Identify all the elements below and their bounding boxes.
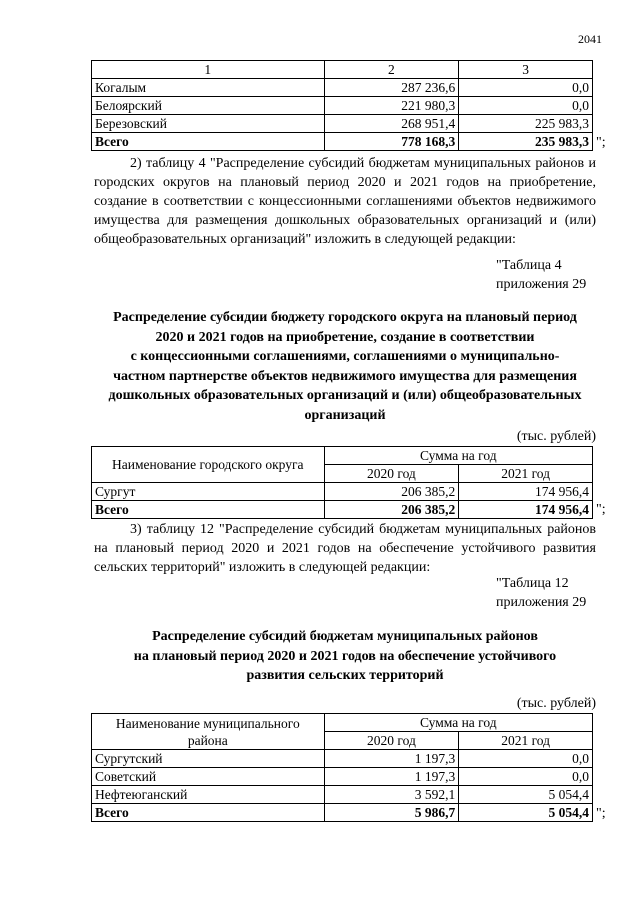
header-line: района [187,732,228,748]
appendix-label: приложения 29 [496,277,587,292]
district-cell: Сургут [92,483,325,501]
header-cell: 3 [459,61,593,79]
total-label: Всего [92,804,325,822]
value-cell: 268 951,4 [324,115,459,133]
year-header: 2020 год [324,465,459,483]
table-12-title [80,627,610,686]
title-line: организаций [304,407,386,423]
table-header-row [92,61,593,79]
paragraph-2 [94,154,596,249]
value-cell: 0,0 [459,97,593,115]
value-cell: 206 385,2 [324,483,459,501]
value-cell: 174 956,4 [459,483,593,501]
value-cell: 221 980,3 [324,97,459,115]
table-row [92,768,593,786]
paragraph-3 [94,520,596,577]
header-cell: 1 [92,61,325,79]
district-cell: Когалым [92,79,325,97]
table-12-label: "Таблица 12 [496,576,569,591]
total-label: Всего [92,133,325,151]
title-line: частном партнерстве объектов недвижимого имущества для размещения [113,368,577,384]
total-label: Всего [92,501,325,519]
paragraph-3-text: 3) таблицу 12 "Распределение субсидий бюджетам муниципальных районов на плановый период 2020 и 2021 годов на обеспечение устойчивого развития сельских территорий" изложить в следующей редакции: [94,522,596,575]
units-label: (тыс. рублей) [516,696,596,711]
table-1-closing-quote: "; [596,135,606,150]
value-cell: 0,0 [459,79,593,97]
title-line: Распределение субсидий бюджетам муниципальных районов [152,629,538,644]
value-cell: 0,0 [459,768,593,786]
title-line: 2020 и 2021 годов на приобретение, создание в соответствии [155,329,535,345]
value-cell: 287 236,6 [324,79,459,97]
appendix-label: приложения 29 [496,595,587,610]
value-cell: 1 197,3 [324,768,459,786]
district-cell: Березовский [92,115,325,133]
value-cell: 225 983,3 [459,115,593,133]
table-4-title [80,308,610,425]
district-column-header: Наименование городского округа [92,447,325,483]
value-cell: 5 054,4 [459,786,593,804]
table-row [92,750,593,768]
page-number: 2041 [578,32,602,46]
value-cell: 3 592,1 [324,786,459,804]
table-4-closing-quote: "; [596,502,606,517]
units-label: (тыс. рублей) [516,429,596,444]
district-cell: Советский [92,768,325,786]
sum-header: Сумма на год [324,447,592,465]
value-cell: 0,0 [459,750,593,768]
table-row [92,79,593,97]
table-header-row [92,714,593,732]
total-value: 778 168,3 [324,133,459,151]
total-value: 5 986,7 [324,804,459,822]
total-row [92,133,593,151]
total-value: 235 983,3 [459,133,593,151]
table-row [92,97,593,115]
table-4 [91,446,593,519]
total-value: 174 956,4 [459,501,593,519]
table-12-closing-quote: "; [596,806,606,821]
district-cell: Белоярский [92,97,325,115]
title-line: Распределение субсидии бюджету городского округа на плановый период [113,310,577,325]
total-row [92,501,593,519]
table-4-reference [496,256,586,294]
table-1 [91,60,593,151]
table-header-row [92,447,593,465]
title-line: на плановый период 2020 и 2021 годов на обеспечение устойчивого [133,648,557,664]
table-12 [91,713,593,822]
header-cell: 2 [324,61,459,79]
paragraph-2-text: 2) таблицу 4 "Распределение субсидий бюджетам муниципальных районов и городских округов на плановый период 2020 и 2021 годов на приобретение, создание в соответствии с концессионными соглашениями объектов недвижимого имущества для размещения дошкольных образовательных организаций и (или) общеобразовательных организаций" изложить в следующей редакции: [94,156,596,247]
district-cell: Нефтеюганский [92,786,325,804]
header-line: Наименование муниципального [115,715,300,731]
value-cell: 1 197,3 [324,750,459,768]
title-line: развития сельских территорий [246,668,444,683]
title-line: с концессионными соглашениями, соглашениями о муниципально- [130,349,560,364]
table-12-reference [496,574,586,612]
table-row [92,115,593,133]
total-value: 5 054,4 [459,804,593,822]
year-header: 2021 год [459,465,593,483]
sum-header: Сумма на год [324,714,592,732]
year-header: 2021 год [459,732,593,750]
district-column-header [92,714,325,750]
total-value: 206 385,2 [324,501,459,519]
title-line: дошкольных образовательных организаций и (или) общеобразовательных [108,388,582,403]
total-row [92,804,593,822]
table-row [92,483,593,501]
table-4-label: "Таблица 4 [496,258,562,273]
table-row [92,786,593,804]
district-cell: Сургутский [92,750,325,768]
year-header: 2020 год [324,732,459,750]
